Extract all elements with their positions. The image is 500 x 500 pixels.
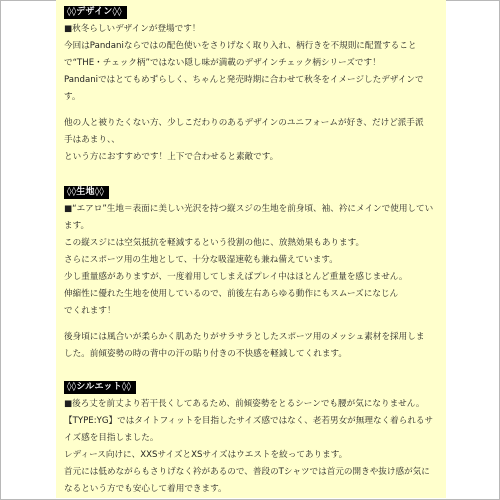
text-line: 後身頃には風合いが柔らかく肌あたりがサラサラとしたスポーツ用のメッシュ素材を採用しま xyxy=(64,332,425,342)
section-fabric xyxy=(64,180,442,363)
text-line: 【TYPE:YG】ではタイトフィットを目指したサイズ感ではなく、老若男女が無理なく着られるサ xyxy=(64,416,434,426)
paragraph-gap xyxy=(64,106,442,115)
text-line: 首元には低めながらもさりげなく衿があるので、普段のTシャツでは首元の開きや抜け感が気に xyxy=(64,467,430,477)
text-line: ■秋冬らしいデザインが登場です！ xyxy=(64,24,201,34)
text-line: という方におすすめです！上下で合わせると素敵です。 xyxy=(64,152,279,162)
text-line: 手はあまり、、 xyxy=(64,135,120,145)
section-heading-fabric: ◊◊生地◊◊ xyxy=(64,186,109,199)
text-line: ■“エアロ”生地＝表面に美しい光沢を持つ縦スジの生地を前身頃、袖、衿にメインで使用してい xyxy=(64,204,434,214)
section-heading-silhouette: ◊◊シルエット◊◊ xyxy=(64,381,136,394)
text-line: イズ感を目指しました。 xyxy=(64,433,159,443)
text-line: ■後ろ丈を前丈より若干長くしてあるため、前傾姿勢をとるシーンでも腰が気になりません。 xyxy=(64,399,425,409)
text-line: Pandaniではとてもめずらしく、ちゃんと発売時期に合わせて秋冬をイメージしたデザインで xyxy=(64,75,424,85)
text-line: で“THE・チェック柄”ではない隠し味が満載のデザインチェック柄シリーズです！ xyxy=(64,58,381,68)
text-line: でくれます！ xyxy=(64,306,116,316)
text-line: す。 xyxy=(64,92,81,102)
section-heading-design: ◊◊デザイン◊◊ xyxy=(64,6,127,19)
text-line: ます。 xyxy=(64,221,90,231)
product-description xyxy=(64,0,442,494)
section-silhouette xyxy=(64,375,442,498)
text-line: した。前傾姿勢の時の背中の汗の貼り付きの不快感を軽減してくれます。 xyxy=(64,349,347,359)
text-line: レディース向けに、XXSサイズとXSサイズはウエストを絞ってあります。 xyxy=(64,450,348,460)
text-line: 今回はPandaniならではの配色使いをさりげなく取り入れ、柄行きを不規則に配置すること xyxy=(64,41,417,51)
text-line: 少し重量感がありますが、一度着用してしまえばプレイ中はほとんど重量を感じません。 xyxy=(64,272,408,282)
section-design xyxy=(64,0,442,166)
text-line: 他の人と被りたくない方、少しこだわりのあるデザインのユニフォームが好き、だけど派手派 xyxy=(64,118,424,128)
text-line: 伸縮性に優れた生地を使用しているので、前後左右あらゆる動作にもスムーズになじん xyxy=(64,289,399,299)
text-line: さらにスポーツ用の生地として、十分な吸湿速乾も兼ね備えています。 xyxy=(64,255,338,265)
text-line: なるという方でも安心して着用できます。 xyxy=(64,484,227,494)
text-line: この縦スジには空気抵抗を軽減するという役割の他に、放熱効果もあります。 xyxy=(64,238,365,248)
paragraph-gap xyxy=(64,320,442,329)
